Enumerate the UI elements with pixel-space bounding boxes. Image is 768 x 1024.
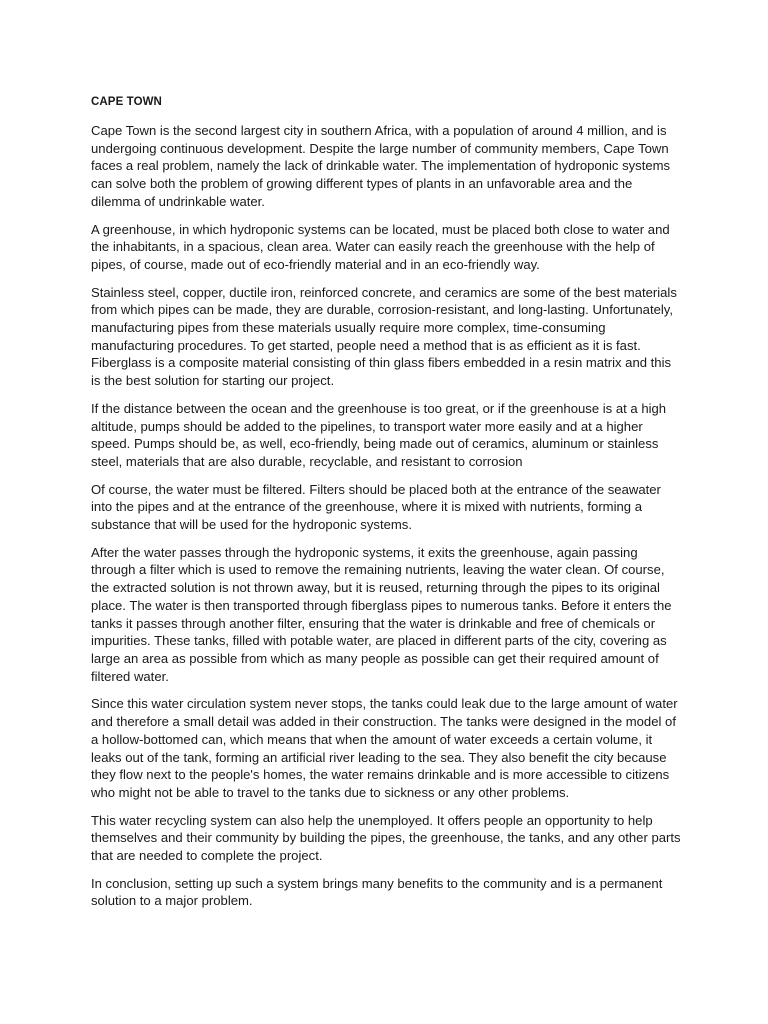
paragraph: Cape Town is the second largest city in southern Africa, with a population of around 4 million, and is undergoing continuous development. Despite the large number of community members, Cape Town faces a real problem, namely the lack of drinkable water. The implementation of hydroponic systems can solve both the problem of growing different types of plants in an unfavorable area and the dilemma of undrinkable water. bbox=[91, 123, 671, 209]
paragraph: If the distance between the ocean and the greenhouse is too great, or if the greenhouse is at a high altitude, pumps should be added to the pipelines, to transport water more easily and at a higher speed. Pumps should be, as well, eco-friendly, being made out of ceramics, aluminum or stainless steel, materials that are also durable, recyclable, and resistant to corrosion bbox=[91, 400, 667, 469]
paragraph: Stainless steel, copper, ductile iron, reinforced concrete, and ceramics are some of the best materials from which pipes can be made, they are durable, corrosion-resistant, and long-lasting. Unfortunately, manufacturing pipes from these materials usually require more complex, time-consuming manufacturing procedures. To get started, people need a method that is as efficient as it is fast. Fiberglass is a composite material consisting of thin glass fibers embedded in a resin matrix and this is the best solution for starting our project. bbox=[91, 284, 677, 389]
paragraph: Since this water circulation system never stops, the tanks could leak due to the large amount of water and therefore a small detail was added in their construction. The tanks were designed in the model of a hollow-bottomed can, which means that when the amount of water exceeds a certain volume, it leaks out of the tank, forming an artificial river leading to the sea. They also benefit the city because they flow next to the people's homes, the water remains drinkable and is more accessible to citizens who might not be able to travel to the tanks due to sickness or any other problems. bbox=[91, 696, 678, 800]
paragraph: This water recycling system can also help the unemployed. It offers people an opportunity to help themselves and their community by building the pipes, the greenhouse, the tanks, and any other parts that are needed to complete the project. bbox=[91, 812, 681, 864]
paragraph: Of course, the water must be filtered. Filters should be placed both at the entrance of the seawater into the pipes and at the entrance of the greenhouse, where it is mixed with nutrients, forming a substance that will be used for the hydroponic systems. bbox=[91, 481, 661, 533]
document-title: CAPE TOWN bbox=[91, 96, 162, 108]
paragraph: A greenhouse, in which hydroponic systems can be located, must be placed both close to water and the inhabitants, in a spacious, clean area. Water can easily reach the greenhouse with the help of pipes, of course, made out of eco-friendly material and in an eco-friendly way. bbox=[91, 221, 670, 272]
document-body bbox=[91, 95, 681, 920]
paragraph: After the water passes through the hydroponic systems, it exits the greenhouse, again passing through a filter which is used to remove the remaining nutrients, leaving the water clean. Of course, the extracted solution is not thrown away, but it is reused, returning through the pipes to its original place. The water is then transported through fiberglass pipes to numerous tanks. Before it enters the tanks it passes through another filter, ensuring that the water is drinkable and free of chemicals or impurities. These tanks, filled with potable water, are placed in different parts of the city, covering as large an area as possible from which as many people as possible can get their required amount of filtered water. bbox=[91, 544, 672, 684]
paragraph: In conclusion, setting up such a system brings many benefits to the community and is a permanent solution to a major problem. bbox=[91, 875, 663, 909]
